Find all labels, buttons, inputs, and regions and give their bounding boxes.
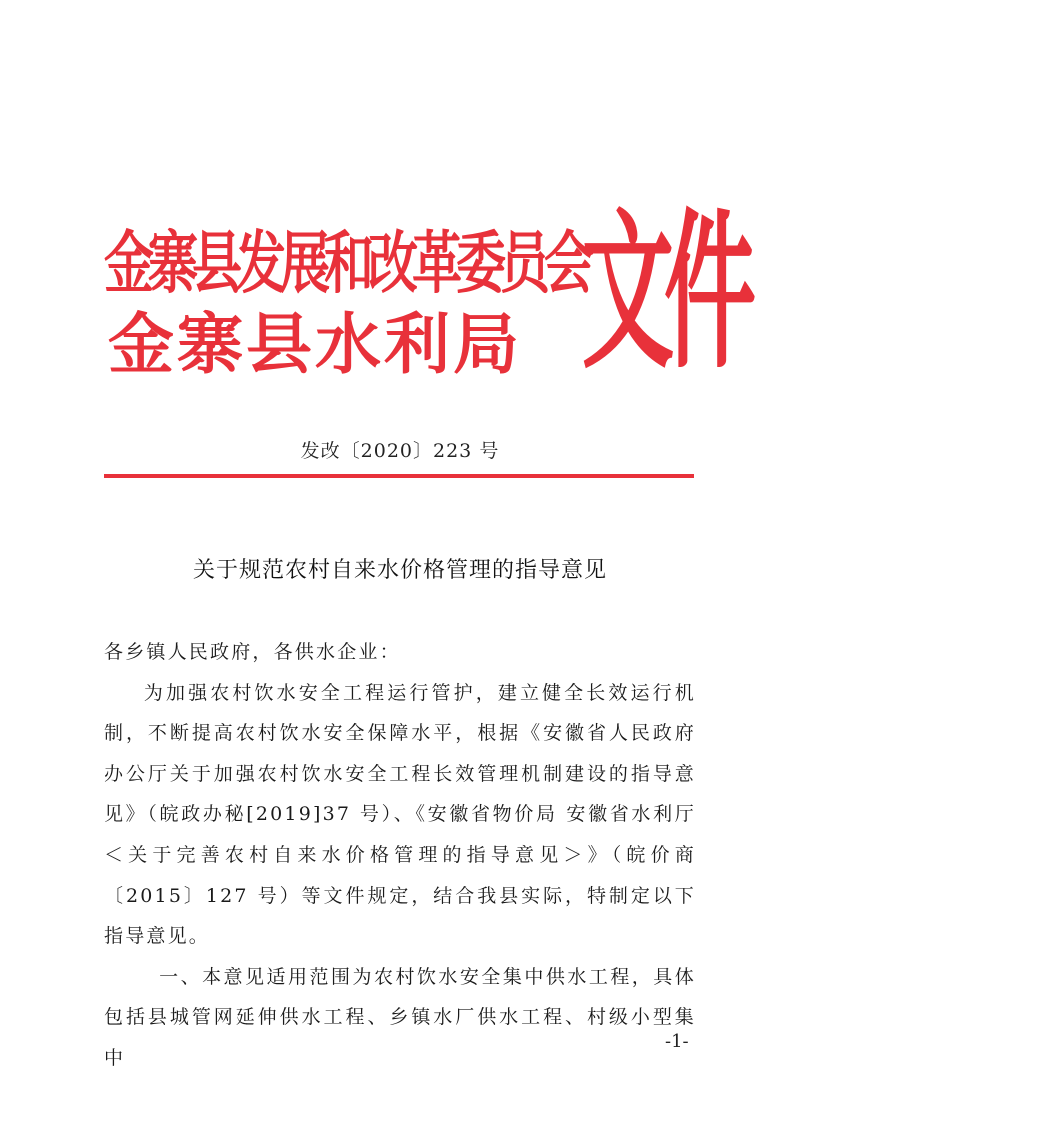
masthead-document-suffix: 文件 <box>582 192 747 392</box>
body-paragraph-2: 一、本意见适用范围为农村饮水安全集中供水工程，具体包括县城管网延伸供水工程、乡镇水厂供水工程、村级小型集中 <box>104 965 696 1069</box>
document-title: 关于规范农村自来水价格管理的指导意见 <box>192 558 607 583</box>
document-body <box>104 632 696 1079</box>
document-number: 发改〔2020〕223 号 <box>300 440 500 462</box>
masthead-issuer-2: 金寨县水利局 <box>108 306 522 383</box>
masthead <box>104 192 747 392</box>
masthead-issuer-1: 金寨县发展和改革委员会 <box>104 224 588 303</box>
red-divider-line <box>104 474 694 478</box>
salutation: 各乡镇人民政府，各供水企业： <box>104 641 401 663</box>
body-paragraph-1: 为加强农村饮水安全工程运行管护，建立健全长效运行机制，不断提高农村饮水安全保障水平，根据《安徽省人民政府办公厅关于加强农村饮水安全工程长效管理机制建设的指导意见》（皖政办秘[2019]37 号）、《安徽省物价局 安徽省水利厅＜关于完善农村自来水价格管理的指导意见＞》（皖价商〔2015〕127 号）等文件规定，结合我县实际，特制定以下指导意见。 <box>104 681 696 948</box>
page-number: -1- <box>665 1031 689 1052</box>
